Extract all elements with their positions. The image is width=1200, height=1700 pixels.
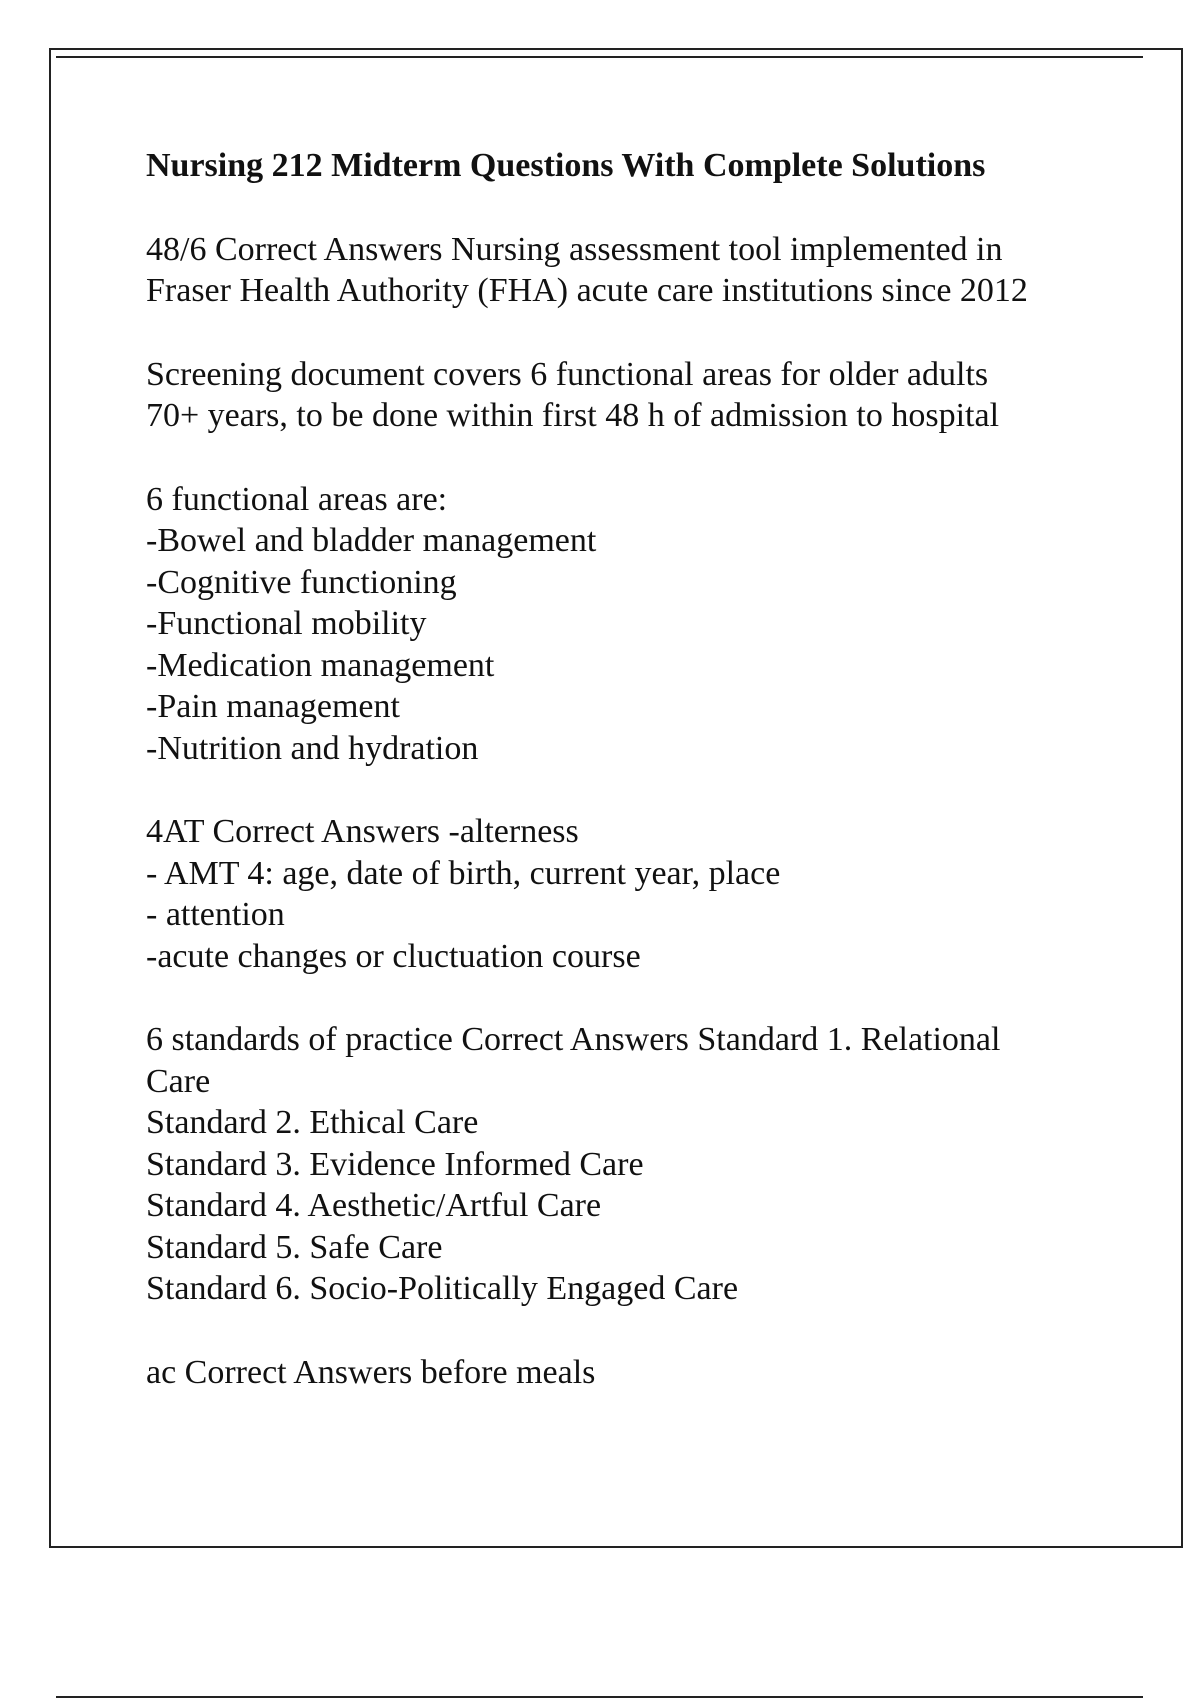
list-item: -Functional mobility bbox=[146, 605, 427, 642]
list-item: -acute changes or cluctuation course bbox=[146, 937, 641, 975]
list-item: -Cognitive functioning bbox=[146, 563, 457, 601]
list-item: -Pain management bbox=[146, 688, 400, 725]
list-item: Standard 3. Evidence Informed Care bbox=[146, 1145, 644, 1183]
paragraph-functional-areas bbox=[146, 479, 1106, 770]
paragraph-ac bbox=[146, 1352, 1106, 1394]
paragraph-screening-document bbox=[146, 354, 1106, 437]
text-line: ac Correct Answers before meals bbox=[146, 1353, 596, 1391]
text-line: 48/6 Correct Answers Nursing assessment tool implemented in bbox=[146, 230, 1003, 268]
list-item: Standard 2. Ethical Care bbox=[146, 1104, 479, 1141]
list-item: -Medication management bbox=[146, 646, 495, 684]
text-line: Care bbox=[146, 1062, 211, 1100]
text-line: 6 functional areas are: bbox=[146, 480, 448, 518]
list-item: -Bowel and bladder management bbox=[146, 522, 597, 559]
list-item: - attention bbox=[146, 896, 285, 933]
paragraph-standards-of-practice bbox=[146, 1019, 1106, 1310]
text-line: Fraser Health Authority (FHA) acute care institutions since 2012 bbox=[146, 272, 1028, 309]
text-line: 6 standards of practice Correct Answers Standard 1. Relational bbox=[146, 1021, 1001, 1058]
list-item: -Nutrition and hydration bbox=[146, 729, 479, 767]
list-item: Standard 6. Socio-Politically Engaged Care bbox=[146, 1270, 739, 1307]
bottom-rule bbox=[56, 1696, 1143, 1698]
text-line: 70+ years, to be done within first 48 h of admission to hospital bbox=[146, 397, 1000, 434]
list-item: - AMT 4: age, date of birth, current year, place bbox=[146, 854, 781, 892]
list-item: Standard 5. Safe Care bbox=[146, 1228, 443, 1266]
paragraph-4at bbox=[146, 811, 1106, 977]
text-line: 4AT Correct Answers -alterness bbox=[146, 813, 579, 850]
document-body bbox=[146, 145, 1106, 1435]
document-title: Nursing 212 Midterm Questions With Complete Solutions bbox=[146, 147, 986, 184]
text-line: Screening document covers 6 functional areas for older adults bbox=[146, 355, 989, 393]
top-rule bbox=[56, 56, 1143, 58]
paragraph-fha-tool bbox=[146, 229, 1106, 312]
list-item: Standard 4. Aesthetic/Artful Care bbox=[146, 1187, 602, 1224]
